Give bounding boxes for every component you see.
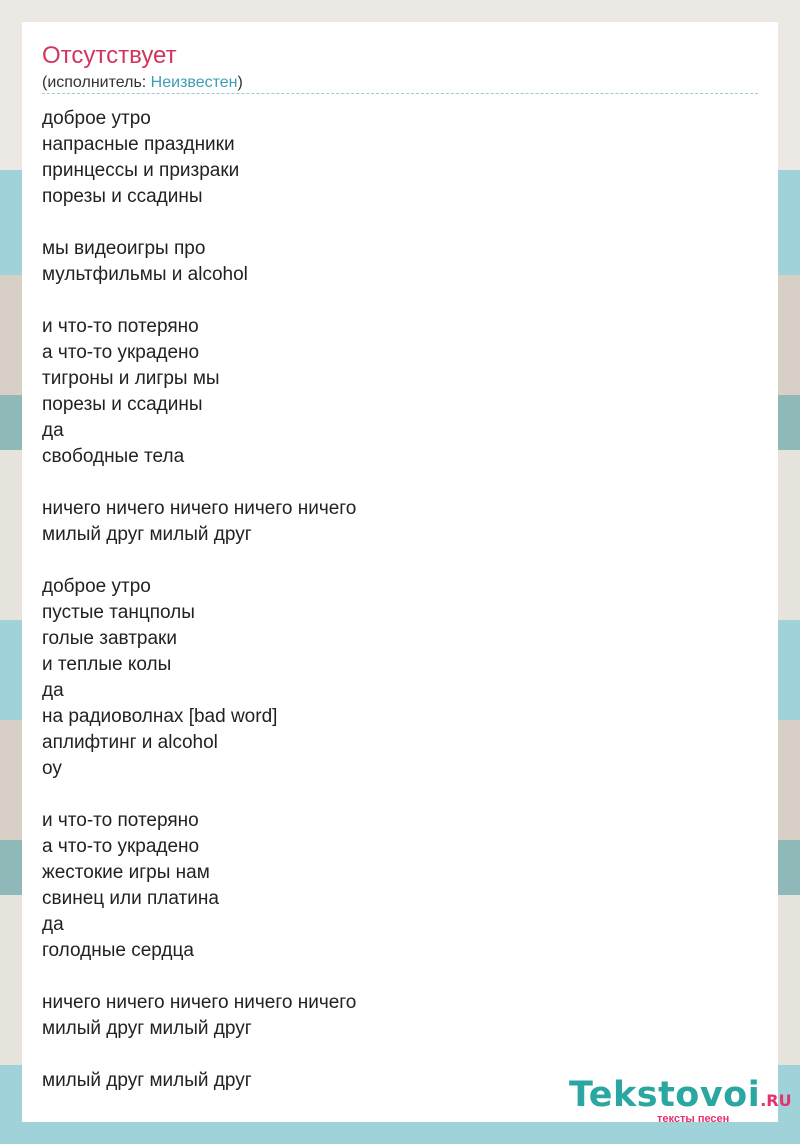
lyric-line: доброе утро (42, 576, 151, 597)
artist-link[interactable]: Неизвестен (150, 74, 238, 91)
lyric-line: порезы и ссадины (42, 186, 203, 207)
lyric-line: мы видеоигры про (42, 238, 206, 259)
lyric-line: ничего ничего ничего ничего ничего (42, 498, 357, 519)
lyric-line: пустые танцполы (42, 602, 195, 623)
lyric-blank-line (42, 548, 356, 574)
artist-suffix: ) (237, 74, 243, 91)
lyric-blank-line (42, 470, 356, 496)
dashed-divider (42, 93, 758, 94)
lyric-line: мультфильмы и alcohol (42, 264, 248, 285)
lyric-blank-line (42, 1042, 356, 1068)
artist-line (42, 73, 243, 93)
lyric-line: милый друг милый друг (42, 1070, 252, 1091)
lyric-line: принцессы и призраки (42, 160, 240, 181)
lyrics-card (22, 22, 792, 1125)
site-logo[interactable] (569, 1075, 792, 1125)
lyric-line: голые завтраки (42, 628, 177, 649)
lyric-blank-line (42, 782, 356, 808)
lyric-line: голодные сердца (42, 940, 194, 961)
lyric-line: тигроны и лигры мы (42, 368, 220, 389)
lyric-line: оу (42, 758, 62, 779)
lyric-line: свободные тела (42, 446, 185, 467)
lyric-line: милый друг милый друг (42, 524, 252, 545)
artist-prefix: (исполнитель: (42, 74, 151, 91)
song-title[interactable]: Отсутствует (42, 42, 177, 69)
logo-domain: .RU (760, 1091, 792, 1110)
lyric-line: жестокие игры нам (42, 862, 210, 883)
lyric-line: ничего ничего ничего ничего ничего (42, 992, 357, 1013)
lyric-blank-line (42, 964, 356, 990)
lyric-line: и что-то потеряно (42, 316, 199, 337)
lyric-line: и теплые колы (42, 654, 172, 675)
lyric-line: и что-то потеряно (42, 810, 199, 831)
lyric-line: аплифтинг и alcohol (42, 732, 218, 753)
lyric-blank-line (42, 210, 356, 236)
logo-tagline: тексты песен (657, 1113, 730, 1125)
lyric-line: свинец или платина (42, 888, 219, 909)
lyric-line: на радиоволнах [bad word] (42, 706, 278, 727)
lyric-line: милый друг милый друг (42, 1018, 252, 1039)
lyric-line: а что-то украдено (42, 342, 200, 363)
lyric-blank-line (42, 288, 356, 314)
lyric-line: а что-то украдено (42, 836, 200, 857)
lyric-line: да (42, 420, 64, 441)
logo-name: Tekstovoi (569, 1075, 761, 1115)
lyric-line: напрасные праздники (42, 134, 235, 155)
lyric-line: порезы и ссадины (42, 394, 203, 415)
lyric-line: да (42, 680, 64, 701)
lyric-line: доброе утро (42, 108, 151, 129)
lyrics-text (42, 106, 356, 1094)
lyric-line: да (42, 914, 64, 935)
